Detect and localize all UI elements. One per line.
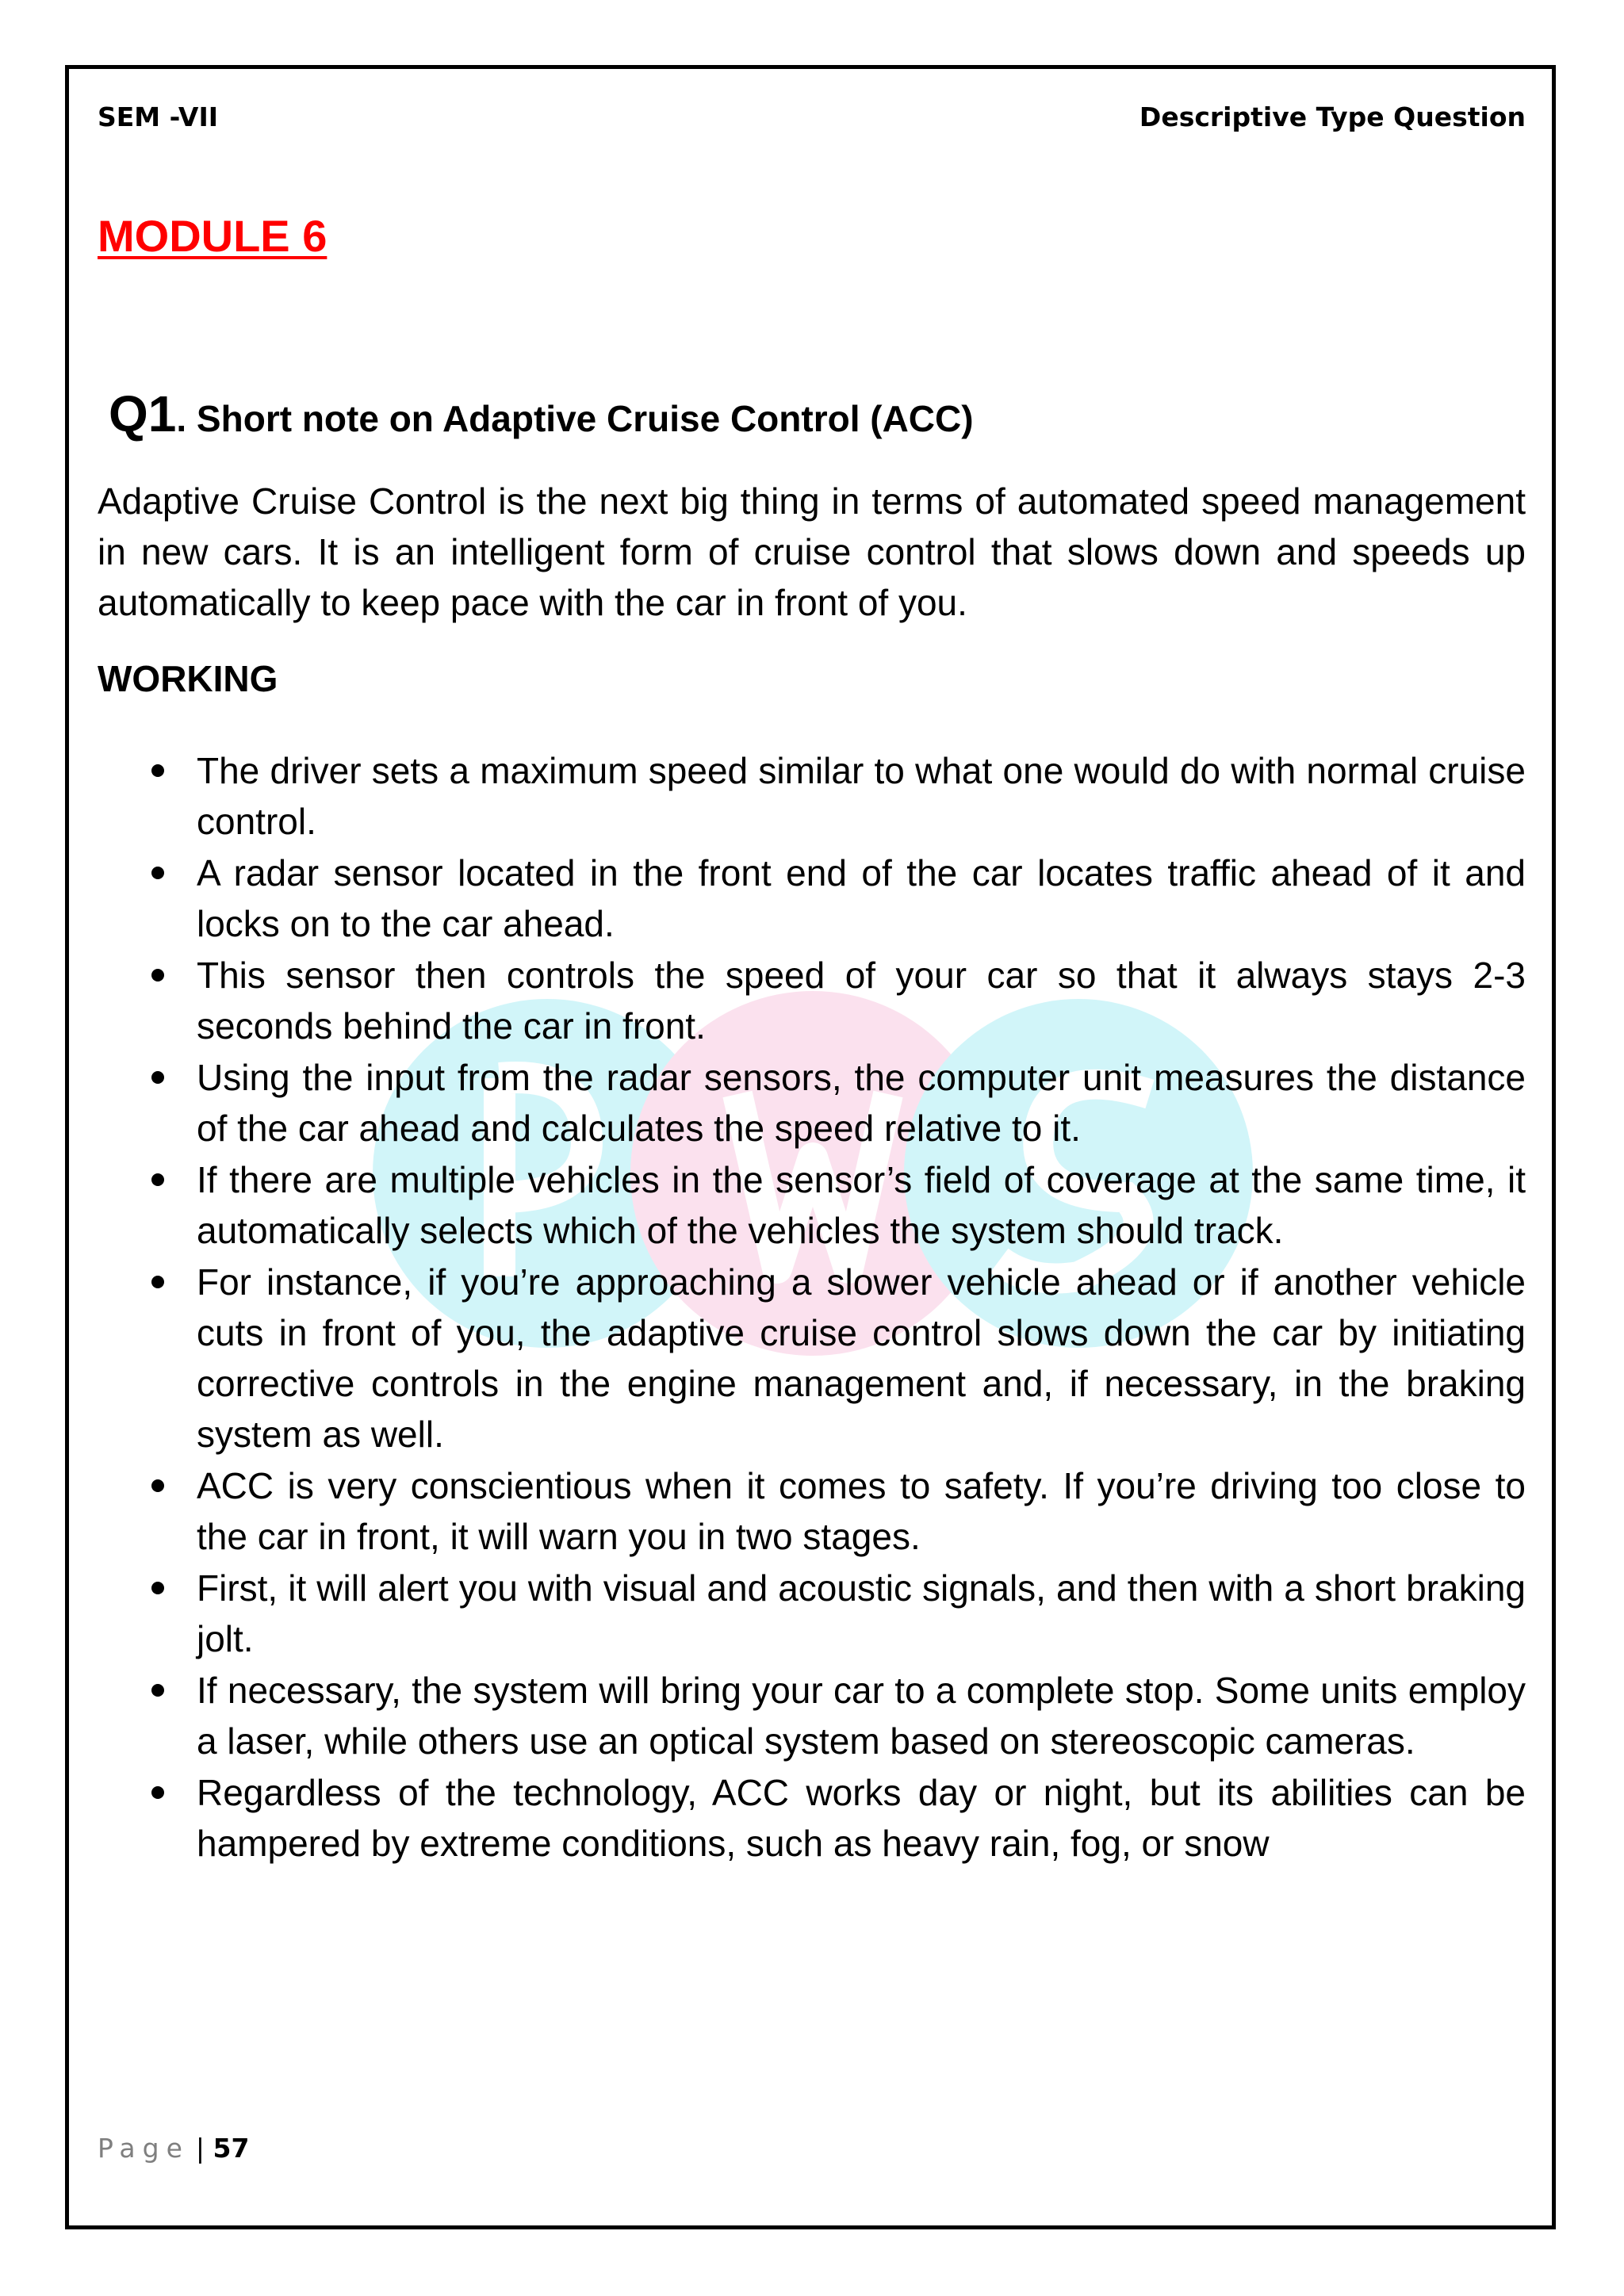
bullet-icon [151,1684,164,1697]
list-item [98,1460,1526,1562]
question-title: . Short note on Adaptive Cruise Control (ACC) [176,398,974,439]
list-item-text: Regardless of the technology, ACC works day or night, but its abilities can be hampered by extreme conditions, such as heavy rain, fog, or snow [197,1772,1526,1864]
bullet-list [98,745,1526,1869]
footer-page-number: 57 [213,2133,250,2164]
header-question-type: Descriptive Type Question [1139,101,1526,132]
bullet-icon [151,1786,164,1799]
list-item [98,1052,1526,1154]
list-item-text: First, it will alert you with visual and acoustic signals, and then with a short braking jolt. [197,1567,1526,1659]
list-item [98,848,1526,949]
bullet-icon [151,1582,164,1594]
question-heading [109,385,974,443]
footer-separator: | [195,2133,205,2164]
bullet-icon [151,1479,164,1492]
list-item [98,950,1526,1051]
list-item [98,1257,1526,1460]
module-title: MODULE 6 [98,211,327,261]
bullet-icon [151,1173,164,1186]
question-number: Q1 [109,385,177,442]
bullet-icon [151,1071,164,1084]
list-item [98,1563,1526,1664]
list-item-text: For instance, if you’re approaching a slower vehicle ahead or if another vehicle cuts in front of you, the adaptive cruise control slows down the car by initiating corrective controls in the engine management and, if necessary, in the braking system as well. [197,1261,1526,1455]
page-footer [98,2133,249,2164]
list-item-text: The driver sets a maximum speed similar to what one would do with normal cruise control. [197,750,1526,842]
bullet-icon [151,867,164,879]
list-item-text: If necessary, the system will bring your car to a complete stop. Some units employ a laser, while others use an optical system based on stereoscopic cameras. [197,1670,1526,1762]
intro-paragraph: Adaptive Cruise Control is the next big thing in terms of automated speed management in new cars. It is an intelligent form of cruise control that slows down and speeds up automatically to keep pace with the car in front of you. [98,480,1526,623]
footer-page-label: Page [98,2133,190,2164]
list-item-text: Using the input from the radar sensors, the computer unit measures the distance of the car ahead and calculates the speed relative to it. [197,1057,1526,1149]
list-item [98,1767,1526,1869]
bullet-icon [151,969,164,982]
list-item-text: ACC is very conscientious when it comes to safety. If you’re driving too close to the car in front, it will warn you in two stages. [197,1465,1526,1557]
bullet-icon [151,1276,164,1288]
list-item-text: This sensor then controls the speed of your car so that it always stays 2-3 seconds behind the car in front. [197,955,1526,1047]
list-item-text: If there are multiple vehicles in the sensor’s field of coverage at the same time, it automatically selects which of the vehicles the system should track. [197,1159,1526,1251]
header-semester: SEM -VII [98,101,219,132]
list-item [98,1665,1526,1766]
section-heading: WORKING [98,658,278,699]
list-item [98,745,1526,847]
main-content [98,476,1526,1869]
bullet-icon [151,764,164,777]
list-item [98,1154,1526,1256]
list-item-text: A radar sensor located in the front end of the car locates traffic ahead of it and locks on to the car ahead. [197,852,1526,944]
